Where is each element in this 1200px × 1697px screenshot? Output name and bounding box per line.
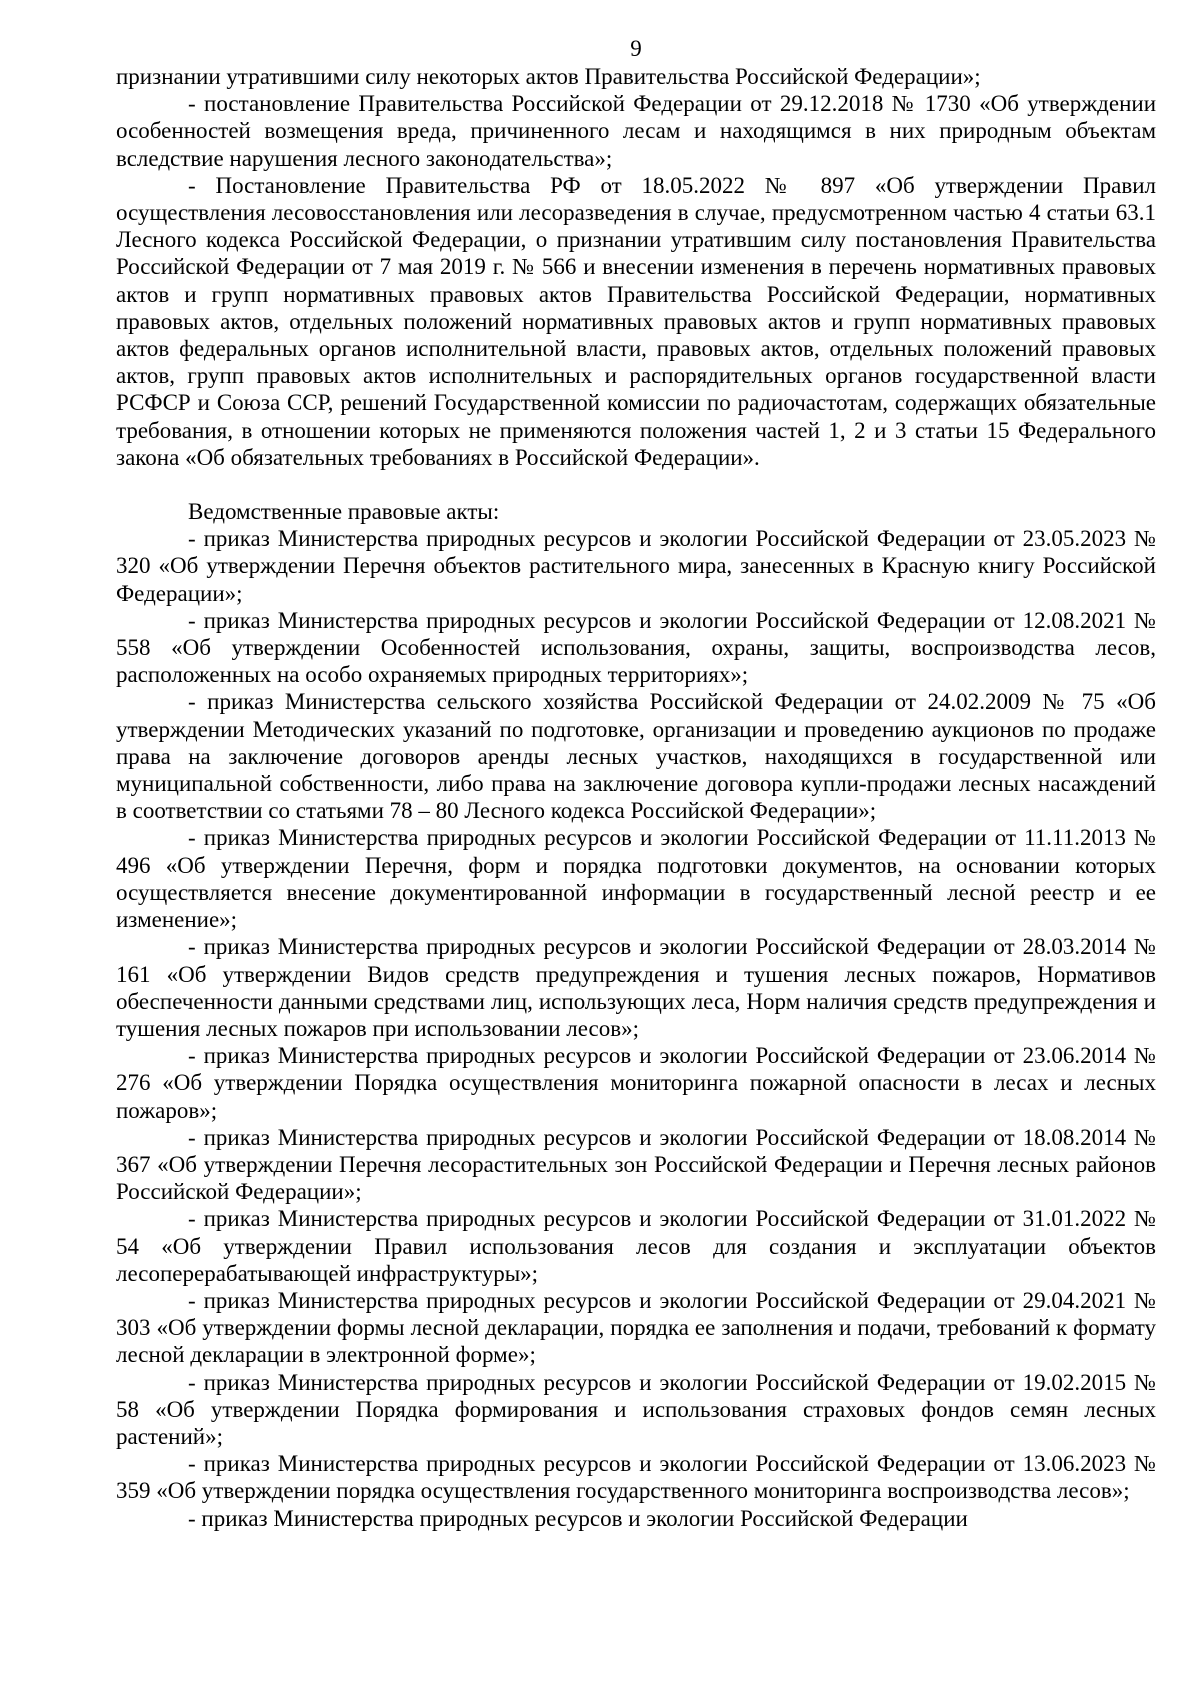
paragraph: - приказ Министерства природных ресурсов и экологии Российской Федерации от 11.11.2013 № 496 «Об утверждении Перечня, форм и порядка подготовки документов, на основании которых осуществляется внесение документированной информации в государственный лесной реестр и ее изменение»; [116, 825, 1156, 933]
paragraphs-top [116, 63, 1156, 471]
paragraph: - приказ Министерства природных ресурсов и экологии Российской Федерации от 18.08.2014 № 367 «Об утверждении Перечня лесорастительных зон Российской Федерации и Перечня лесных районов Российской Федерации»; [116, 1124, 1156, 1205]
blank-line [116, 471, 1156, 498]
page-number: 9 [630, 36, 642, 61]
paragraph: - приказ Министерства природных ресурсов и экологии Российской Федерации от 23.05.2023 № 320 «Об утверждении Перечня объектов растительного мира, занесенных в Красную книгу Российской Федерации»; [116, 526, 1156, 606]
paragraph: - приказ Министерства природных ресурсов и экологии Российской Федерации от 31.01.2022 № 54 «Об утверждении Правил использования лесов для создания и эксплуатации объектов лесоперерабатывающей инфраструктуры»; [116, 1206, 1156, 1286]
paragraph: - приказ Министерства природных ресурсов и экологии Российской Федерации от 29.04.2021 № 303 «Об утверждении формы лесной декларации, порядка ее заполнения и подачи, требований к формату лесной декларации в электронной форме»; [116, 1287, 1156, 1368]
document-page [116, 34, 1156, 1532]
paragraph: - приказ Министерства природных ресурсов и экологии Российской Федерации от 19.02.2015 № 58 «Об утверждении Порядка формирования и использования страховых фондов семян лесных растений»; [116, 1369, 1156, 1449]
paragraphs-bottom [116, 525, 1156, 1532]
paragraph: - приказ Министерства сельского хозяйства Российской Федерации от 24.02.2009 № 75 «Об утверждении Методических указаний по подготовке, организации и проведению аукционов по продаже права на заключение договоров аренды лесных участков, находящихся в государственной или муниципальной собственности, либо права на заключение договора купли-продажи лесных насаждений в соответствии со статьями 78 – 80 Лесного кодекса Российской Федерации»; [116, 689, 1156, 824]
paragraph: - приказ Министерства природных ресурсов и экологии Российской Федерации от 23.06.2014 № 276 «Об утверждении Порядка осуществления мониторинга пожарной опасности в лесах и лесных пожаров»; [116, 1043, 1156, 1123]
paragraph: - приказ Министерства природных ресурсов и экологии Российской Федерации от 12.08.2021 № 558 «Об утверждении Особенностей использования, охраны, защиты, воспроизводства лесов, расположенных на особо охраняемых природных территориях»; [116, 607, 1156, 688]
paragraph: - приказ Министерства природных ресурсов и экологии Российской Федерации [188, 1505, 968, 1531]
paragraph: - Постановление Правительства РФ от 18.05.2022 № 897 «Об утверждении Правил осуществления лесовосстановления или лесоразведения в случае, предусмотренном частью 4 статьи 63.1 Лесного кодекса Российской Федерации, о признании утратившим силу постановления Правительства Российской Федерации от 7 мая 2019 г. № 566 и внесении изменения в перечень нормативных правовых актов и групп нормативных правовых актов Правительства Российской Федерации, нормативных правовых актов, отдельных положений нормативных правовых актов и групп нормативных правовых актов федеральных органов исполнительной власти, правовых актов, отдельных положений правовых актов, групп правовых актов исполнительных и распорядительных органов государственной власти РСФСР и Союза ССР, решений Государственной комиссии по радиочастотам, содержащих обязательные требования, в отношении которых не применяются положения частей 1, 2 и 3 статьи 15 Федерального закона «Об обязательных требованиях в Российской Федерации». [116, 172, 1156, 470]
section-heading: Ведомственные правовые акты: [188, 499, 500, 525]
paragraph: - постановление Правительства Российской Федерации от 29.12.2018 № 1730 «Об утверждении особенностей возмещения вреда, причиненного лесам и находящимся в них природным объектам вследствие нарушения лесного законодательства»; [116, 91, 1156, 171]
paragraph: - приказ Министерства природных ресурсов и экологии Российской Федерации от 28.03.2014 № 161 «Об утверждении Видов средств предупреждения и тушения лесных пожаров, Нормативов обеспеченности данными средствами лиц, использующих леса, Норм наличия средств предупреждения и тушения лесных пожаров при использовании лесов»; [116, 934, 1156, 1041]
paragraph: признании утратившими силу некоторых актов Правительства Российской Федерации»; [116, 64, 981, 89]
paragraph: - приказ Министерства природных ресурсов и экологии Российской Федерации от 13.06.2023 № 359 «Об утверждении порядка осуществления государственного мониторинга воспроизводства лесов»; [116, 1451, 1156, 1504]
